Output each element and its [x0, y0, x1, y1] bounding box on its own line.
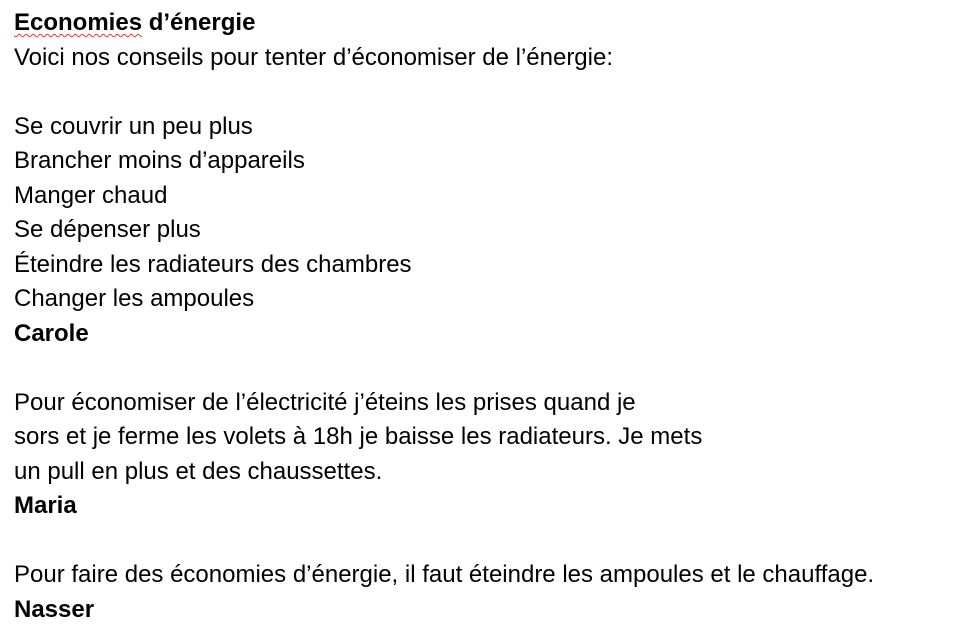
tip-item: Se couvrir un peu plus — [14, 112, 253, 140]
author-name: Maria — [14, 492, 77, 519]
paragraph-line: Pour faire des économies d’énergie, il faut éteindre les ampoules et le chauffage. — [14, 561, 875, 588]
empty-line — [14, 524, 954, 559]
tip-item: Changer les ampoules — [14, 285, 255, 312]
spellcheck-word[interactable]: Economies — [14, 9, 143, 36]
document-page — [14, 6, 954, 627]
tip-item: Brancher moins d’appareils — [14, 147, 305, 174]
tip-item: Éteindre les radiateurs des chambres — [14, 250, 412, 278]
author-name: Nasser — [14, 595, 95, 623]
paragraph-line: sors et je ferme les volets à 18h je baisse les radiateurs. Je mets — [14, 423, 703, 450]
paragraph-line: Pour économiser de l’électricité j’éteins les prises quand je — [14, 388, 636, 416]
tip-item: Se dépenser plus — [14, 216, 201, 243]
empty-line — [14, 75, 954, 110]
paragraph-line: un pull en plus et des chaussettes. — [14, 457, 383, 485]
title-rest: d’énergie — [142, 9, 256, 36]
document-title — [14, 6, 954, 41]
tip-item: Manger chaud — [14, 181, 168, 209]
empty-line — [14, 351, 954, 386]
intro-text: Voici nos conseils pour tenter d’économiser de l’énergie: — [14, 43, 614, 71]
author-name: Carole — [14, 319, 89, 347]
